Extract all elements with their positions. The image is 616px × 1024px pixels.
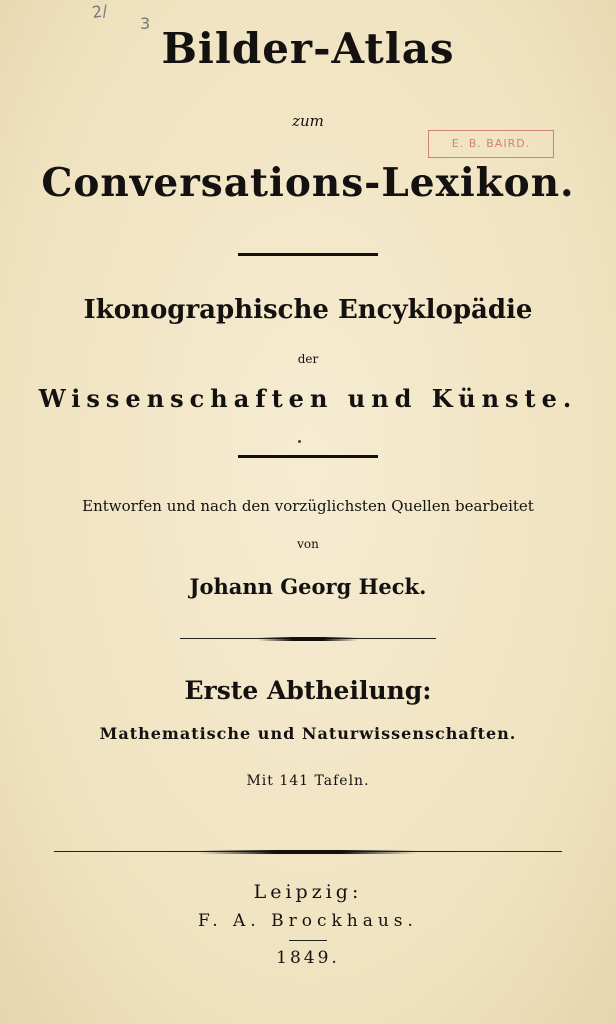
- pencil-annotation: 2/: [90, 1, 109, 22]
- title-line-3: Conversations-Lexikon.: [41, 160, 575, 206]
- library-stamp: E. B. BAIRD.: [428, 130, 554, 158]
- section-heading: Erste Abtheilung:: [184, 676, 432, 705]
- imprint-divider: [289, 940, 327, 941]
- section-subject: Mathematische und Naturwissenschaften.: [99, 724, 517, 743]
- ornamental-rule-2-center: [198, 850, 418, 854]
- imprint-publisher: F. A. Brockhaus.: [198, 911, 418, 931]
- pencil-number: 3: [140, 14, 151, 33]
- title-divider: [238, 253, 378, 256]
- subtitle-line-1: Ikonographische Encyklopädie: [83, 295, 533, 325]
- ink-dot: [298, 440, 301, 443]
- authorship-line-2: von: [297, 537, 319, 551]
- ornamental-rule-1-center: [258, 637, 358, 641]
- imprint-year: 1849.: [276, 948, 340, 968]
- subtitle-line-2: der: [297, 352, 319, 366]
- author-name: Johann Georg Heck.: [189, 574, 427, 599]
- subtitle-divider: [238, 455, 378, 458]
- title-line-2: zum: [292, 112, 324, 130]
- plates-count: Mit 141 Tafeln.: [246, 773, 370, 789]
- imprint-place: Leipzig:: [253, 881, 363, 903]
- authorship-line-1: Entworfen und nach den vorzüglichsten Quellen bearbeitet: [82, 497, 534, 515]
- title-line-1: Bilder-Atlas: [161, 24, 455, 73]
- subtitle-line-3: Wissenschaften und Künste.: [38, 384, 578, 413]
